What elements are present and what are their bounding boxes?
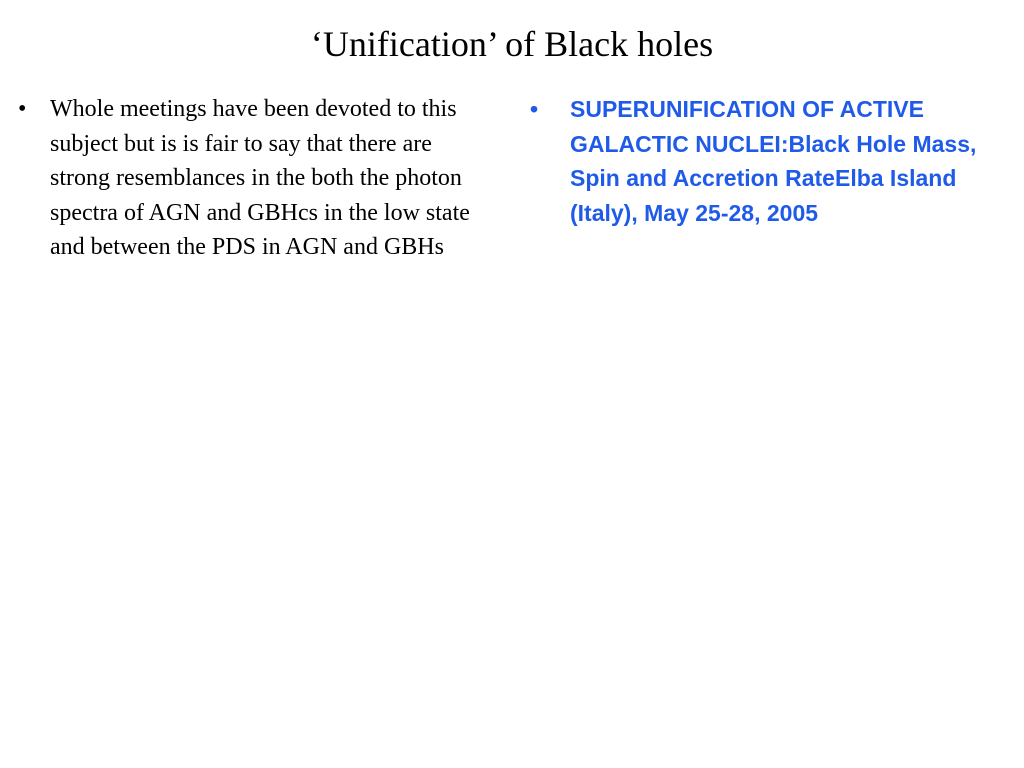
slide-title: ‘Unification’ of Black holes [310, 24, 714, 64]
right-bullet-list [530, 92, 1008, 230]
left-bullet-list [18, 92, 492, 265]
left-bullet-item [18, 92, 492, 265]
bullet-icon: • [530, 96, 539, 122]
right-bullet-item[interactable] [530, 92, 1008, 230]
left-bullet-text: Whole meetings have been devoted to this subject but is is fair to say that there are strong resemblances in the both the photon spectra of AGN and GBHcs in the low state and between the PDS in AGN and GBHs [50, 96, 470, 260]
conference-link-text[interactable]: SUPERUNIFICATION OF ACTIVE GALACTIC NUCLEI:Black Hole Mass, Spin and Accretion RateElba Island (Italy), May 25-28, 2005 [570, 96, 977, 226]
bullet-icon: • [18, 96, 27, 122]
